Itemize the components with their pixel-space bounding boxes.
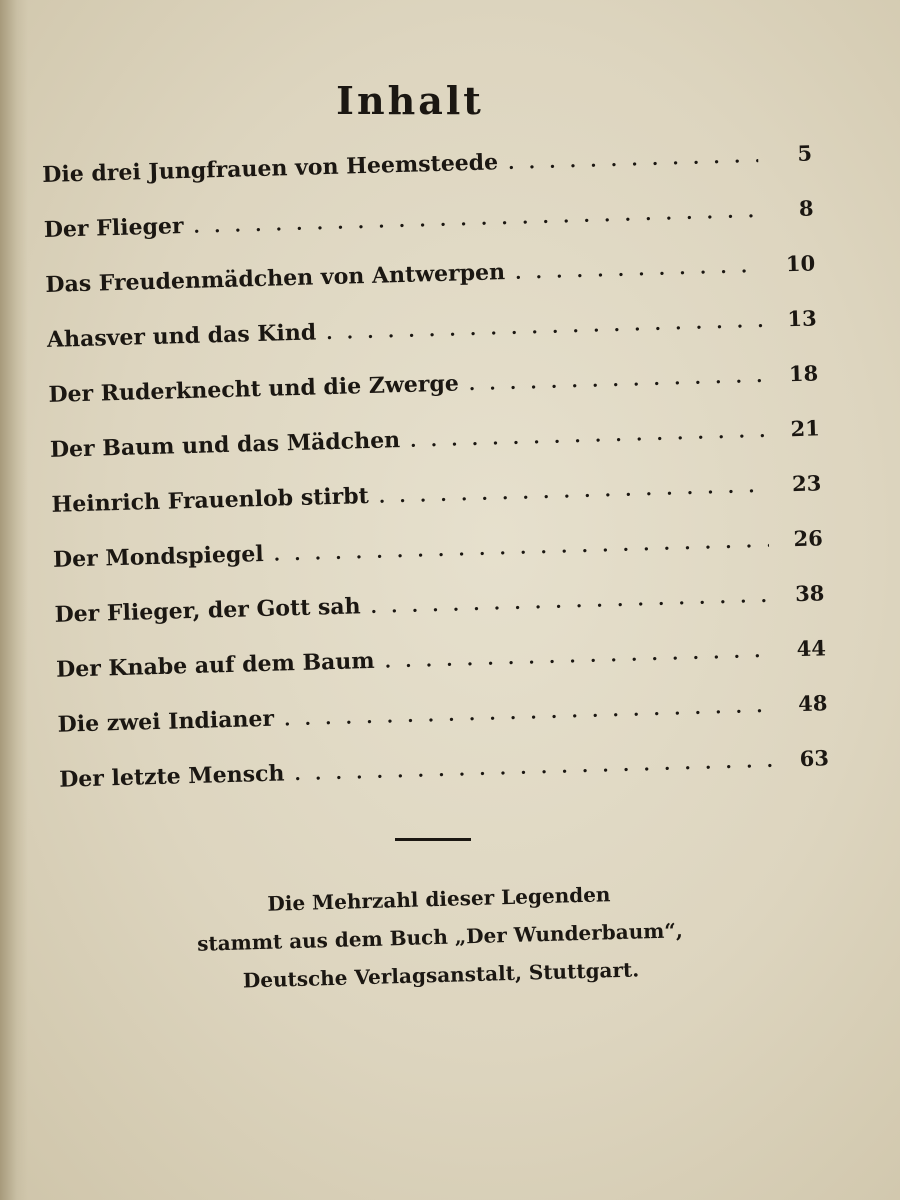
toc-page-number: 44 — [796, 635, 827, 662]
source-note — [159, 872, 722, 1002]
toc-page-number: 21 — [790, 415, 821, 442]
divider-rule — [395, 838, 471, 841]
toc-page-number: 13 — [787, 305, 818, 332]
toc-page-number: 38 — [794, 580, 825, 607]
toc-entry-title: Der letzte Mensch — [58, 760, 285, 793]
toc-page-number: 18 — [788, 360, 819, 387]
toc-entry-title: Der Knabe auf dem Baum — [55, 647, 375, 683]
toc-entry-title: Der Mondspiegel — [52, 540, 264, 573]
toc-page-number: 26 — [793, 525, 824, 552]
toc-page-number: 8 — [798, 195, 814, 221]
toc-entry-title: Ahasver und das Kind — [46, 319, 317, 353]
toc-entry-title: Die zwei Indianer — [57, 705, 275, 738]
dot-leader — [370, 586, 770, 618]
toc-entry-title: Die drei Jungfrauen von Heemsteede — [42, 149, 499, 188]
dot-leader — [508, 146, 759, 174]
toc-entry-title: Das Freudenmädchen von Antwerpen — [45, 259, 506, 298]
table-of-contents — [42, 141, 830, 822]
toc-page-number: 23 — [791, 470, 822, 497]
toc-entry-title: Der Baum und das Mädchen — [49, 427, 401, 463]
dot-leader — [384, 641, 772, 673]
source-note-line: Deutsche Verlagsanstalt, Stuttgart. — [242, 957, 640, 993]
source-note-line: stammt aus dem Buch „Der Wunderbaum“, — [196, 918, 684, 956]
toc-entry-title: Der Ruderknecht und die Zwerge — [48, 370, 460, 408]
dot-leader — [469, 366, 765, 395]
toc-page-number: 48 — [797, 690, 828, 717]
toc-entry-title: Der Flieger — [43, 213, 184, 243]
toc-page-number: 5 — [797, 140, 813, 166]
source-note-line: Die Mehrzahl dieser Legenden — [267, 882, 611, 916]
page-title: Inhalt — [336, 78, 484, 123]
toc-page-number: 63 — [799, 745, 830, 772]
dot-leader — [515, 256, 762, 284]
dot-leader — [410, 421, 766, 452]
toc-entry-title: Heinrich Frauenlob stirbt — [51, 483, 370, 518]
dot-leader — [379, 476, 768, 508]
toc-page-number: 10 — [785, 250, 816, 277]
toc-entry-title: Der Flieger, der Gott sah — [54, 593, 361, 628]
